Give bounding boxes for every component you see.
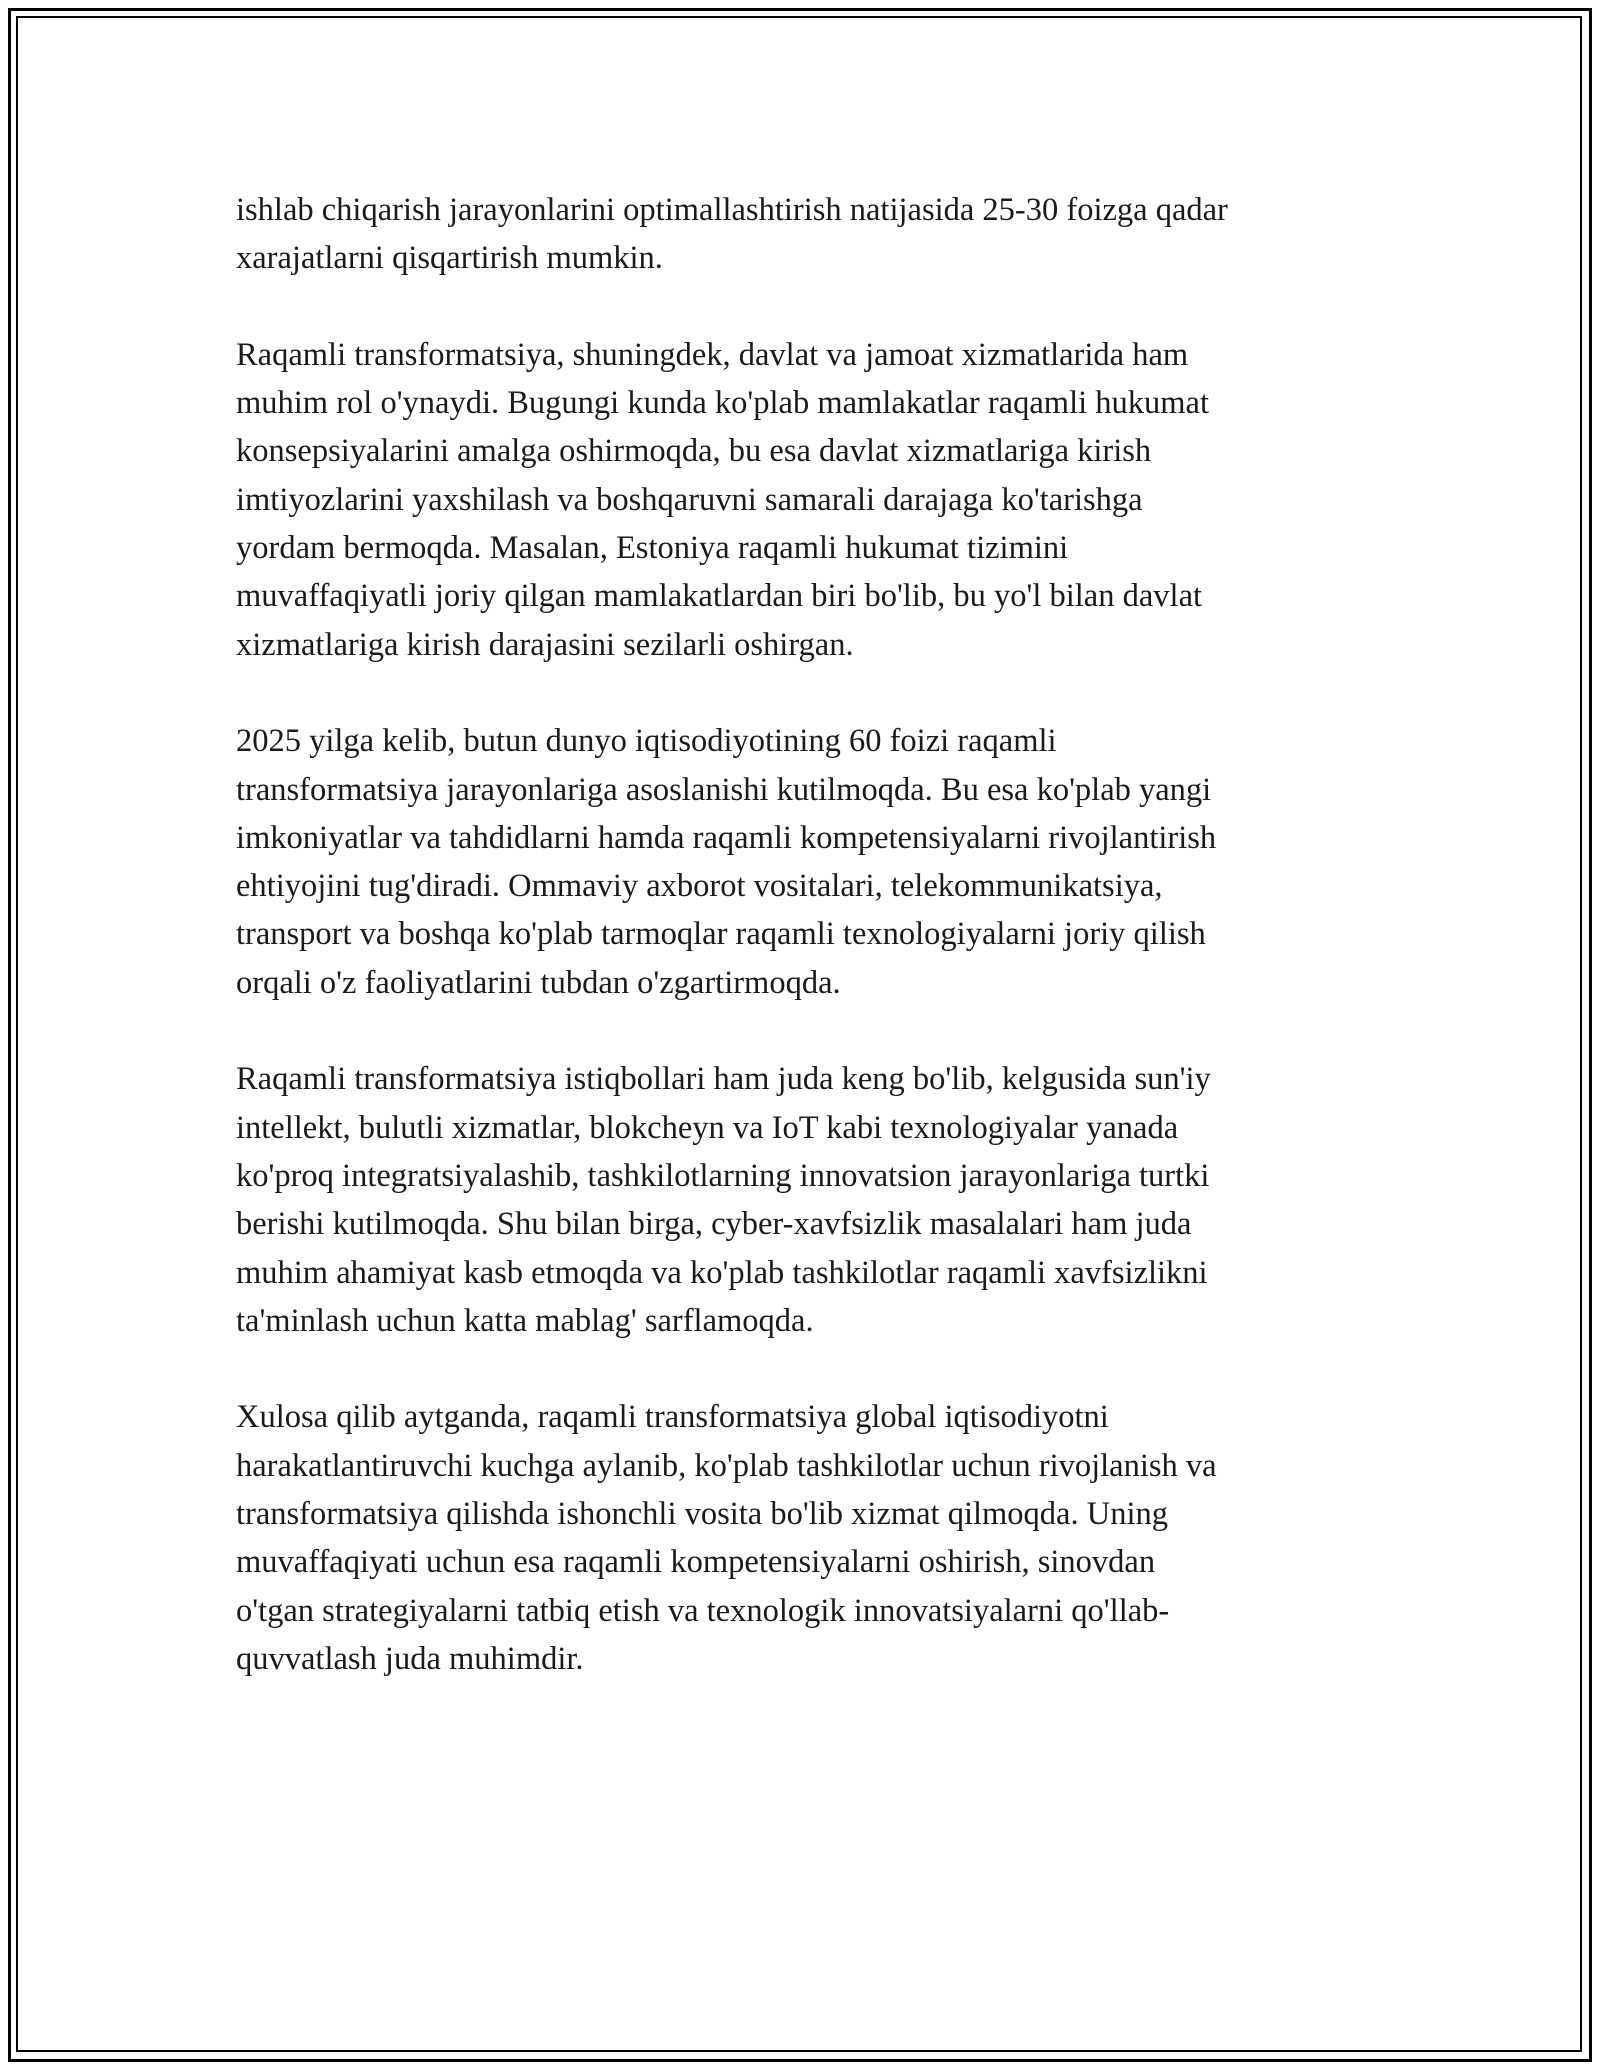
text-line: xizmatlariga kirish darajasini sezilarli oshirgan. bbox=[236, 626, 854, 663]
text-line: ta'minlash uchun katta mablag' sarflamoqda. bbox=[236, 1302, 814, 1339]
text-line: quvvatlash juda muhimdir. bbox=[236, 1640, 584, 1677]
text-line: muhim rol o'ynaydi. Bugungi kunda ko'plab mamlakatlar raqamli hukumat bbox=[236, 385, 1209, 422]
text-line: harakatlantiruvchi kuchga aylanib, ko'plab tashkilotlar uchun rivojlanish va bbox=[236, 1447, 1217, 1484]
text-line: ishlab chiqarish jarayonlarini optimallashtirish natijasida 25-30 foizga qadar bbox=[236, 192, 1228, 228]
text-line: muhim ahamiyat kasb etmoqda va ko'plab tashkilotlar raqamli xavfsizlikni bbox=[236, 1254, 1208, 1291]
text-line: 2025 yilga kelib, butun dunyo iqtisodiyotining 60 foizi raqamli bbox=[236, 723, 1057, 760]
text-line: orqali o'z faoliyatlarini tubdan o'zgartirmoqda. bbox=[236, 964, 841, 1001]
text-line: muvaffaqiyati uchun esa raqamli kompetensiyalarni oshirish, sinovdan bbox=[236, 1544, 1156, 1581]
text-line: Raqamli transformatsiya istiqbollari ham juda keng bo'lib, kelgusida sun'iy bbox=[236, 1061, 1211, 1098]
paragraph-5 bbox=[236, 1393, 1376, 1683]
text-line: transformatsiya qilishda ishonchli vosita bo'lib xizmat qilmoqda. Uning bbox=[236, 1496, 1168, 1533]
paragraph-4 bbox=[236, 1055, 1376, 1345]
text-line: intellekt, bulutli xizmatlar, blokcheyn va IoT kabi texnologiyalar yanada bbox=[236, 1109, 1179, 1146]
text-line: Raqamli transformatsiya, shuningdek, davlat va jamoat xizmatlarida ham bbox=[236, 336, 1189, 373]
paragraph-1 bbox=[236, 186, 1376, 283]
paragraph-3 bbox=[236, 717, 1376, 1007]
text-line: xarajatlarni qisqartirish mumkin. bbox=[236, 240, 663, 277]
text-line: berishi kutilmoqda. Shu bilan birga, cyber-xavfsizlik masalalari ham juda bbox=[236, 1206, 1192, 1243]
text-line: imtiyozlarini yaxshilash va boshqaruvni samarali darajaga ko'tarishga bbox=[236, 481, 1143, 518]
text-line: o'tgan strategiyalarni tatbiq etish va texnologik innovatsiyalarni qo'llab- bbox=[236, 1592, 1170, 1629]
document-body bbox=[236, 186, 1376, 1732]
text-line: ehtiyojini tug'diradi. Ommaviy axborot vositalari, telekommunikatsiya, bbox=[236, 868, 1163, 905]
text-line: konsepsiyalarini amalga oshirmoqda, bu esa davlat xizmatlariga kirish bbox=[236, 433, 1152, 470]
text-line: imkoniyatlar va tahdidlarni hamda raqamli kompetensiyalarni rivojlantirish bbox=[236, 819, 1217, 856]
text-line: transport va boshqa ko'plab tarmoqlar raqamli texnologiyalarni joriy qilish bbox=[236, 916, 1206, 953]
text-line: muvaffaqiyatli joriy qilgan mamlakatlardan biri bo'lib, bu yo'l bilan davlat bbox=[236, 578, 1203, 615]
text-line: yordam bermoqda. Masalan, Estoniya raqamli hukumat tizimini bbox=[236, 530, 1069, 567]
text-line: Xulosa qilib aytganda, raqamli transformatsiya global iqtisodiyotni bbox=[236, 1399, 1109, 1436]
text-line: transformatsiya jarayonlariga asoslanishi kutilmoqda. Bu esa ko'plab yangi bbox=[236, 771, 1212, 808]
text-line: ko'proq integratsiyalashib, tashkilotlarning innovatsion jarayonlariga turtki bbox=[236, 1157, 1210, 1194]
paragraph-2 bbox=[236, 331, 1376, 669]
